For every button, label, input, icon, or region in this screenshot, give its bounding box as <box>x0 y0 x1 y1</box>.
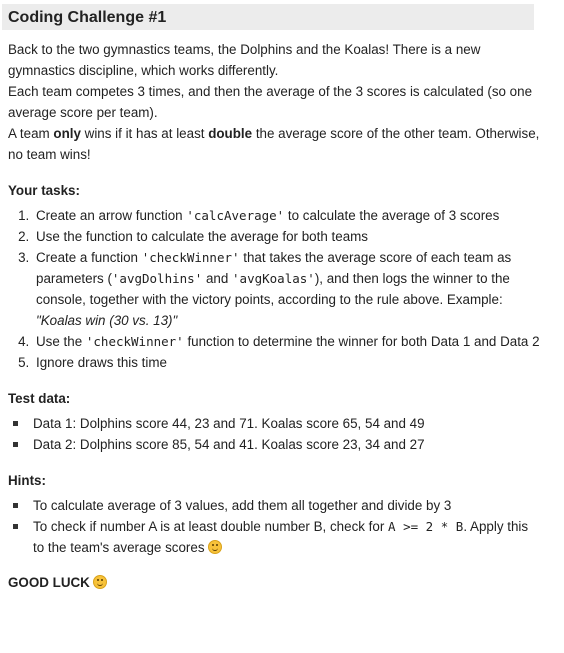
task-code: 'checkWinner' <box>85 334 184 349</box>
intro-text: wins if it has at least <box>80 126 209 141</box>
list-item-data-1 <box>8 413 542 434</box>
square-bullet-icon <box>13 524 18 529</box>
test-data-list <box>8 413 542 455</box>
list-item-hint-1 <box>8 495 542 516</box>
list-item-hint-2 <box>8 516 542 558</box>
task-code: 'calcAverage' <box>186 208 285 223</box>
test-data-heading: Test data: <box>8 391 71 406</box>
intro-text: A team <box>8 126 54 141</box>
task-item-3 <box>33 247 542 331</box>
task-code: 'avgKoalas' <box>232 271 315 286</box>
page-title <box>2 4 534 30</box>
task-text: Create a function <box>36 250 142 265</box>
intro-line-3 <box>8 123 542 165</box>
smiling-face-icon <box>93 575 107 589</box>
tasks-heading: Your tasks: <box>8 183 80 198</box>
list-item-data-2 <box>8 434 542 455</box>
task-code: 'checkWinner' <box>141 250 240 265</box>
task-item-5: 5. Ignore draws this time <box>33 352 542 373</box>
task-example: "Koalas win (30 vs. 13)" <box>36 313 178 328</box>
title-text: Coding Challenge #1 <box>8 8 167 26</box>
hints-list <box>8 495 542 558</box>
intro-line-2: Each team competes 3 times, and then the average of the 3 scores is calculated (so one average score per team). <box>8 84 533 120</box>
square-bullet-icon <box>13 442 18 447</box>
intro-section <box>8 39 542 165</box>
good-luck-text <box>8 572 542 593</box>
task-item-2: 2. Use the function to calculate the average for both teams <box>33 226 542 247</box>
hint-text: To calculate average of 3 values, add them all together and divide by 3 <box>33 498 452 513</box>
hint-text: . Apply this to the team's average scores <box>33 519 529 555</box>
task-item-4 <box>33 331 542 352</box>
task-text: ), and then logs the winner to the console, together with the victory points, according to the rule above. Example: <box>36 271 510 307</box>
winking-face-icon <box>208 540 222 554</box>
intro-emphasis-only: only <box>53 126 81 141</box>
tasks-list <box>8 205 542 373</box>
test-data-text: Data 2: Dolphins score 85, 54 and 41. Koalas score 23, 34 and 27 <box>33 437 425 452</box>
test-data-text: Data 1: Dolphins score 44, 23 and 71. Koalas score 65, 54 and 49 <box>33 416 425 431</box>
task-text: that takes the average score of each team as parameters ( <box>36 250 512 286</box>
task-text: Create an arrow function <box>36 208 187 223</box>
square-bullet-icon <box>13 421 18 426</box>
task-text: and <box>202 271 233 286</box>
task-text: Use the <box>36 334 86 349</box>
hint-code: A >= 2 * B <box>388 519 464 534</box>
intro-text: the average score of the other team. Otherwise, no team wins! <box>8 126 540 162</box>
intro-line-1: Back to the two gymnastics teams, the Dolphins and the Koalas! There is a new gymnastics discipline, which works differently. <box>8 42 481 78</box>
hint-text: To check if number A is at least double number B, check for <box>33 519 389 534</box>
task-code: 'avgDolhins' <box>111 271 203 286</box>
challenge-content <box>0 39 564 593</box>
square-bullet-icon <box>13 503 18 508</box>
task-text: to calculate the average of 3 scores <box>284 208 500 223</box>
hints-heading: Hints: <box>8 473 46 488</box>
good-luck-label: GOOD LUCK <box>8 575 90 590</box>
intro-emphasis-double: double <box>208 126 253 141</box>
task-item-1 <box>33 205 542 226</box>
task-text: function to determine the winner for both Data 1 and Data 2 <box>183 334 540 349</box>
